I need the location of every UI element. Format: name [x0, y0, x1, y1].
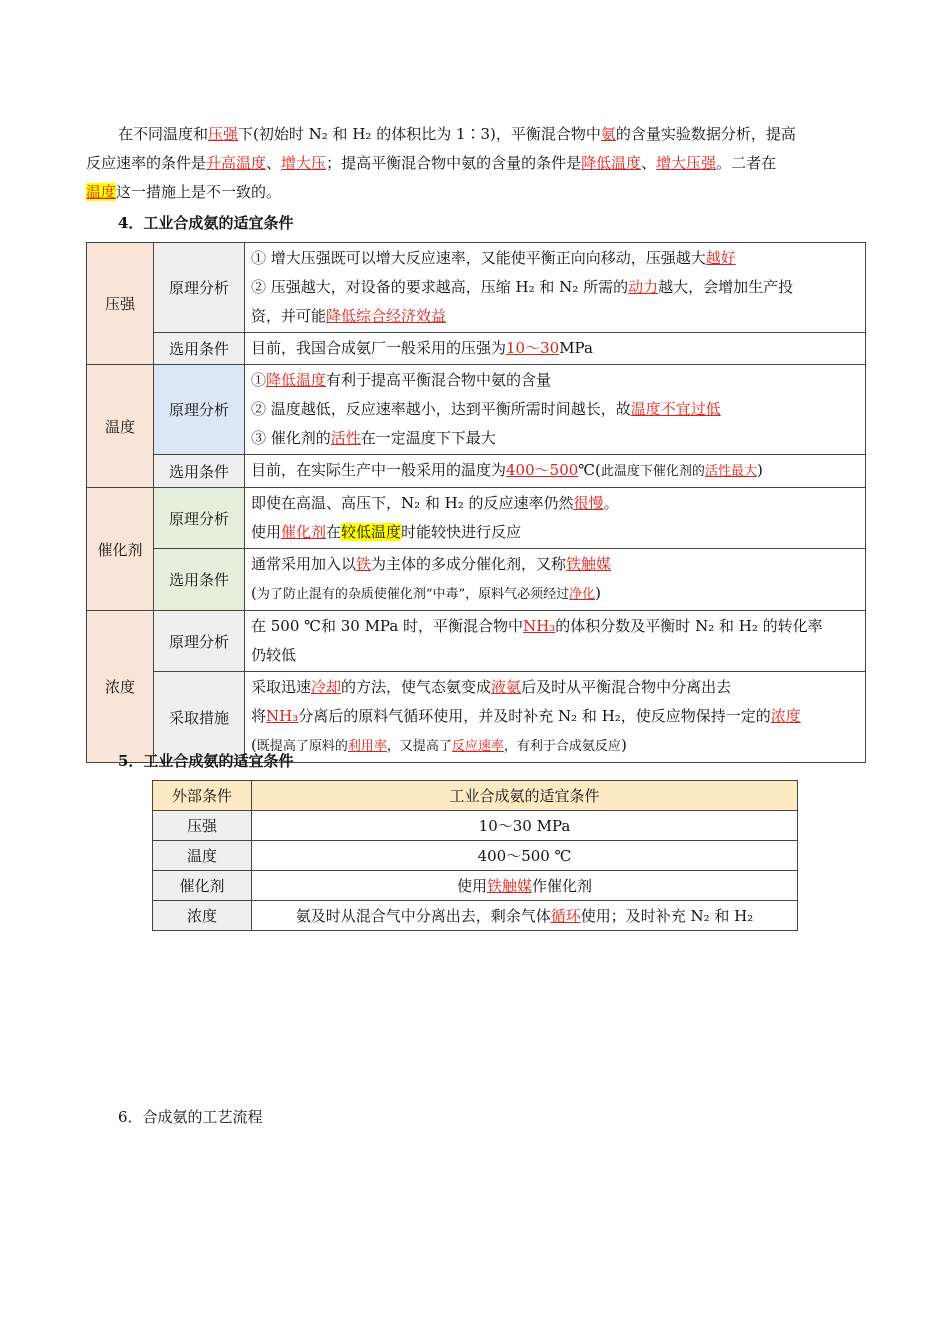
table-row: [87, 365, 866, 455]
answer-blank: 压强: [208, 125, 239, 143]
intro-line-3: [86, 178, 866, 207]
text: 时能较快进行反应: [401, 523, 522, 541]
answer-blank: 铁: [356, 555, 372, 573]
section-4-heading: 4．工业合成氨的适宜条件: [118, 214, 294, 232]
text: 为了防止混有的杂质使催化剂“中毒”，原料气必须经过: [256, 587, 570, 602]
row-value: 400～500 ℃: [252, 841, 798, 871]
text: 在不同温度和: [118, 125, 209, 143]
answer-blank: 活性: [330, 429, 361, 447]
answer-blank: 越好: [705, 249, 736, 267]
concentration-measure-content: [245, 672, 866, 763]
text: 下(初始时 N₂ 和 H₂ 的体积比为 1∶3)，平衡混合物中: [238, 125, 601, 143]
text: 这一措施上是不一致的。: [116, 183, 282, 201]
table-row: [153, 901, 798, 931]
text: 既提高了原料的: [256, 739, 348, 754]
answer-blank: 温度: [86, 183, 117, 201]
text: ): [595, 584, 602, 602]
catalyst-select-content: [245, 549, 866, 611]
table-row: [87, 611, 866, 672]
row-label: 催化剂: [153, 871, 252, 901]
answer-blank: 催化剂: [281, 523, 327, 541]
text: 。二者在: [716, 154, 777, 172]
text: ): [620, 736, 627, 754]
section-6-heading: 6．合成氨的工艺流程: [118, 1108, 263, 1126]
text: 此温度下催化剂的: [600, 464, 705, 479]
answer-blank: 冷却: [311, 678, 342, 696]
column-header: 工业合成氨的适宜条件: [252, 781, 798, 811]
text: 的体积分数及平衡时 N₂ 和 H₂ 的转化率: [555, 617, 823, 635]
column-header: 外部条件: [153, 781, 252, 811]
intro-line-2: [86, 149, 866, 178]
answer-blank: 很慢: [573, 494, 604, 512]
answer-blank: NH₃: [523, 617, 556, 635]
answer-blank: 利用率: [347, 739, 387, 754]
row-value: [252, 871, 798, 901]
text: 在 500 ℃和 30 MPa 时，平衡混合物中: [251, 617, 524, 635]
select-label: 选用条件: [154, 455, 245, 488]
category-concentration: 浓度: [87, 611, 154, 763]
text: 目前，我国合成氨厂一般采用的压强为: [251, 339, 507, 357]
text: 使用: [456, 877, 487, 895]
row-label: 温度: [153, 841, 252, 871]
intro-line-1: [86, 120, 866, 149]
category-pressure: 压强: [87, 243, 154, 365]
text: 、: [641, 154, 657, 172]
text: 反应速率的条件是: [86, 154, 207, 172]
answer-blank: 升高温度: [206, 154, 267, 172]
table-row: [87, 243, 866, 333]
principle-label: 原理分析: [154, 488, 245, 549]
text: (: [251, 584, 257, 602]
text: 目前，在实际生产中一般采用的温度为: [251, 461, 507, 479]
answer-blank: 降低温度: [266, 371, 327, 389]
text: 的方法，使气态氨变成: [341, 678, 492, 696]
answer-blank: 反应速率: [451, 739, 504, 754]
text: 后及时从平衡混合物中分离出去: [521, 678, 732, 696]
text: 在一定温度下下最大: [360, 429, 496, 447]
table-row: [153, 871, 798, 901]
text: 即使在高温、高压下，N₂ 和 H₂ 的反应速率仍然: [251, 494, 574, 512]
principle-label: 原理分析: [154, 611, 245, 672]
temperature-select-content: [245, 455, 866, 488]
summary-conditions-table: [152, 780, 798, 931]
pressure-principle-content: [245, 243, 866, 333]
text: ): [756, 461, 763, 479]
row-label: 压强: [153, 811, 252, 841]
answer-blank: 增大压: [281, 154, 327, 172]
answer-blank: 氨: [600, 125, 616, 143]
text: 作催化剂: [532, 877, 593, 895]
text: ③ 催化剂的: [251, 429, 331, 447]
text: 通常采用加入以: [251, 555, 357, 573]
answer-blank: 降低温度: [581, 154, 642, 172]
text: ；提高平衡混合物中氨的含量的条件是: [326, 154, 582, 172]
answer-blank: 循环: [550, 907, 581, 925]
text: ①: [251, 371, 267, 389]
text: 、: [266, 154, 282, 172]
answer-blank: 铁触媒: [566, 555, 612, 573]
text: ① 增大压强既可以增大反应速率，又能使平衡正向向移动，压强越大: [251, 249, 706, 267]
row-label: 浓度: [153, 901, 252, 931]
answer-blank: 增大压强: [656, 154, 717, 172]
intro-paragraph: [86, 120, 866, 207]
section-5-heading: 5．工业合成氨的适宜条件: [118, 752, 294, 770]
row-value: 10～30 MPa: [252, 811, 798, 841]
table-row: [87, 333, 866, 365]
conditions-analysis-table: [86, 242, 866, 763]
table-row: [153, 811, 798, 841]
text: 使用；及时补充 N₂ 和 H₂: [580, 907, 754, 925]
text: 越大，会增加生产投: [658, 278, 794, 296]
text: ② 温度越低，反应速率越小，达到平衡所需时间越长，故: [251, 400, 631, 418]
table-row: [87, 488, 866, 549]
row-value: [252, 901, 798, 931]
text: 仍较低: [251, 646, 297, 664]
measure-label: 采取措施: [154, 672, 245, 763]
text: 氨及时从混合气中分离出去，剩余气体: [295, 907, 551, 925]
answer-blank: 铁触媒: [486, 877, 532, 895]
table-header-row: [153, 781, 798, 811]
text: 的含量实验数据分析，提高: [615, 125, 796, 143]
answer-blank: 净化: [569, 587, 596, 602]
text: ② 压强越大，对设备的要求越高，压缩 H₂ 和 N₂ 所需的: [251, 278, 629, 296]
select-label: 选用条件: [154, 549, 245, 611]
text: 分离后的原料气循环使用，并及时补充 N₂ 和 H₂，使反应物保持一定的: [298, 707, 771, 725]
text: 将: [251, 707, 267, 725]
answer-blank: 浓度: [770, 707, 801, 725]
text: 采取迅速: [251, 678, 312, 696]
pressure-select-content: [245, 333, 866, 365]
text: ℃(: [578, 461, 601, 479]
text: 。: [603, 494, 619, 512]
table-row: [87, 672, 866, 763]
text: 为主体的多成分催化剂，又称: [371, 555, 567, 573]
category-temperature: 温度: [87, 365, 154, 488]
text: 有利于提高平衡混合物中氨的含量: [326, 371, 552, 389]
text: ，又提高了: [386, 739, 452, 754]
principle-label: 原理分析: [154, 243, 245, 333]
concentration-principle-content: [245, 611, 866, 672]
answer-blank: 10～30: [506, 339, 560, 357]
text: 资，并可能: [251, 307, 327, 325]
text: (: [251, 736, 257, 754]
answer-blank: 温度不宜过低: [630, 400, 721, 418]
table-row: [153, 841, 798, 871]
answer-blank: 降低综合经济效益: [326, 307, 447, 325]
text: MPa: [559, 339, 593, 357]
principle-label: 原理分析: [154, 365, 245, 455]
text: ，有利于合成氨反应: [503, 739, 621, 754]
table-row: [87, 549, 866, 611]
highlighted-text: 较低温度: [341, 523, 402, 541]
temperature-principle-content: [245, 365, 866, 455]
text: 在: [326, 523, 342, 541]
category-catalyst: 催化剂: [87, 488, 154, 611]
select-label: 选用条件: [154, 333, 245, 365]
table-row: [87, 455, 866, 488]
answer-blank: 液氨: [491, 678, 522, 696]
answer-blank: 动力: [628, 278, 659, 296]
answer-blank: 活性最大: [704, 464, 757, 479]
catalyst-principle-content: [245, 488, 866, 549]
answer-blank: 400～500: [506, 461, 579, 479]
answer-blank: NH₃: [266, 707, 299, 725]
text: 使用: [251, 523, 282, 541]
